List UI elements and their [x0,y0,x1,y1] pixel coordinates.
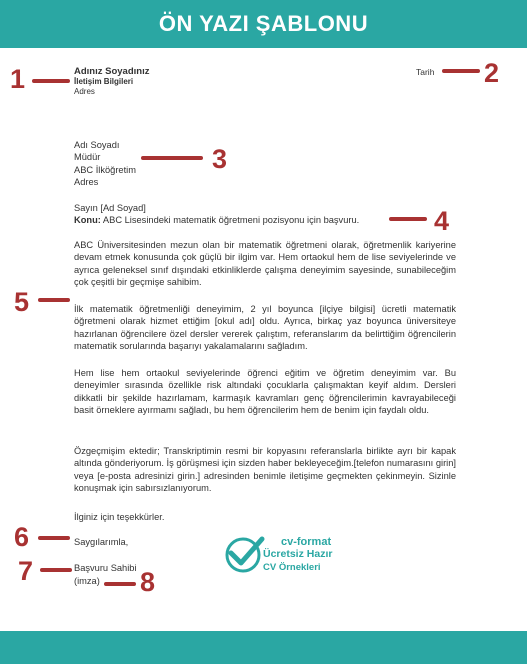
logo-line-1: cv-format [281,536,332,548]
recipient-name: Adı Soyadı [74,140,120,150]
sender-name: Adınız Soyadınız [74,66,150,77]
marker-4-line [389,217,427,221]
marker-3: 3 [212,144,228,174]
date-label: Tarih [416,67,435,77]
marker-8: 8 [140,567,156,597]
signature-placeholder: (imza) [74,576,100,586]
marker-4: 4 [434,206,450,236]
marker-7-line [40,568,72,572]
marker-8-line [104,582,136,586]
marker-7: 7 [18,556,34,586]
body-paragraph-3: Hem lise hem ortaokul seviyelerinde öğrenci eğitim ve öğretim deneyimim var. Bu deneyimler sırasında özellikle risk altındaki çocuklarla çalışmaktan keyif aldım. Dersleri dikkatli bir şekilde hazırlamam, karmaşık kavramları genç öğrencilerimin kavrayabileceği basit örneklere ayırmamı sağladı, bu hem öğrencilerim hem de benim için faydalı oldu. [74,368,456,416]
subject-label: Konu: [74,215,101,225]
body-paragraph-4: Özgeçmişim ektedir; Transkriptimin resmi bir kopyasını referanslarla birlikte ayrı bir kapak altında gönderiyorum. İş görüşmesi için sizden haber bekleyeceğim.[telefon numarasını girin] veya [e-posta adresinizi girin.] adresinden benimle iletişime geçmekten çekinmeyin. Sizinle konuşmak için sabırsızlanıyorum. [74,446,456,494]
marker-2: 2 [484,58,500,88]
marker-5: 5 [14,287,30,317]
thanks-line: İlginiz için teşekkürler. [74,512,165,522]
recipient-block [74,139,136,188]
recipient-address: Adres [74,177,99,188]
applicant-name: Başvuru Sahibi [74,563,137,573]
subject-line [74,214,359,226]
marker-3-line [141,156,203,160]
marker-5-line [38,298,70,302]
footer-bar [0,631,527,664]
recipient-title: Müdür [74,152,101,163]
recipient-institution: ABC İlköğretim [74,164,136,175]
page-title: ÖN YAZI ŞABLONU [158,11,369,36]
sender-contact: İletişim Bilgileri [74,77,134,86]
salutation: Sayın [Ad Soyad] [74,203,146,213]
header-bar [0,0,527,48]
marker-6-line [38,536,70,540]
marker-6: 6 [14,522,30,552]
sender-address: Adres [74,87,95,96]
body-paragraph-1: ABC Üniversitesinden mezun olan bir matematik öğretmeni olarak, öğretmenlik kariyerine devam etmek konusunda çok güçlü bir ilgim var. Hem ortaokul hem de lise seviyelerinde ve ayrıca geleneksel sınıf dışındaki etkinliklerde çalışma deneyimim sayesinde, sunabileceğim çok çeşitli bir geçmişe sahibim. [74,240,456,288]
body-paragraph-2: İlk matematik öğretmenliği deneyimim, 2 yıl boyunca [ilçiye bilgisi] ücretli matematik öğretmeni olarak hizmet ettiğim [okul adı] oldu. Ayrıca, birkaç yaz boyunca üniversiteye hazırlanan öğrencilere özel dersler vererek çalıştım, referanslarım da belirttiğim öğrencilerin matematik sorularında başarıyı yakalamalarını sağladım. [74,304,456,352]
marker-1-line [32,79,70,83]
logo-line-3: CV Örnekleri [263,562,321,573]
closing-line: Saygılarımla, [74,537,129,547]
logo-line-2: Ücretsiz Hazır [263,548,333,560]
marker-2-line [442,69,480,73]
subject-text: ABC Lisesindeki matematik öğretmeni pozisyonu için başvuru. [100,215,360,225]
marker-1: 1 [10,64,26,94]
